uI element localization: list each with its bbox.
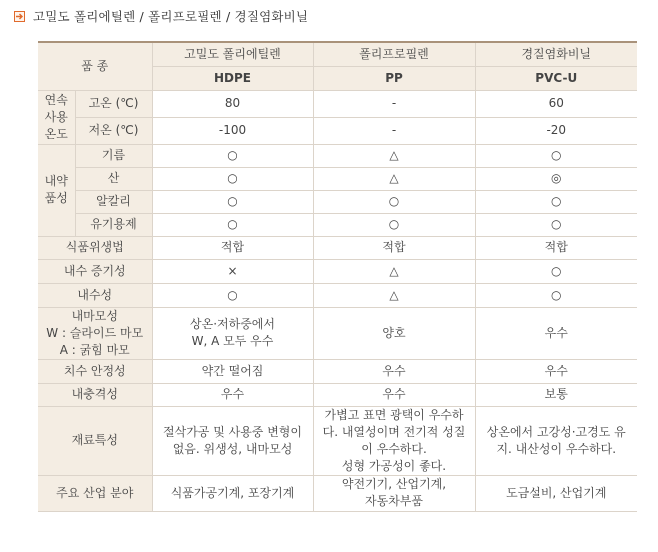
- chem-value-hdpe: ○: [152, 144, 313, 167]
- chem-value-pvc-u: ○: [475, 190, 637, 213]
- industries-row: [38, 475, 637, 511]
- chem-label: 기름: [75, 144, 152, 167]
- material-properties-row: [38, 406, 637, 475]
- water-resistance-value-pp: △: [313, 283, 475, 307]
- temp-high-hdpe: 80: [152, 90, 313, 117]
- chem-value-pp: △: [313, 144, 475, 167]
- chem-value-hdpe: ○: [152, 213, 313, 236]
- water-resistance-value-pvc-u: ○: [475, 283, 637, 307]
- chem-group-label: 내약 품성: [38, 144, 75, 236]
- material-properties-value-pvc-u: 상온에서 고강성·고경도 유 지. 내산성이 우수하다.: [475, 406, 637, 475]
- chem-value-pp: ○: [313, 213, 475, 236]
- abrasion-row: [38, 307, 637, 359]
- abrasion-label: 내마모성 W : 슬라이드 마모 A : 굵힘 마모: [38, 307, 152, 359]
- material-code-pp: PP: [313, 66, 475, 90]
- temp-group-label: 연속 사용 온도: [38, 90, 75, 144]
- water-resistance-value-hdpe: ○: [152, 283, 313, 307]
- industries-value-pp: 약전기기, 산업기계, 자동차부품: [313, 475, 475, 511]
- food-hygiene-value-pvc-u: 적합: [475, 236, 637, 259]
- temp-low-hdpe: -100: [152, 117, 313, 144]
- chem-value-pvc-u: ○: [475, 144, 637, 167]
- impact-resistance-row: [38, 383, 637, 406]
- impact-resistance-label: 내충격성: [38, 383, 152, 406]
- header-row-names: [38, 42, 637, 66]
- abrasion-value-pp: 양호: [313, 307, 475, 359]
- temp-low-row: [38, 117, 637, 144]
- temp-high-pvc-u: 60: [475, 90, 637, 117]
- impact-resistance-value-pp: 우수: [313, 383, 475, 406]
- impact-resistance-value-hdpe: 우수: [152, 383, 313, 406]
- material-name-pp: 폴리프로필렌: [313, 42, 475, 66]
- chem-label: 유기용제: [75, 213, 152, 236]
- dimensional-stability-value-pvc-u: 우수: [475, 359, 637, 383]
- chem-value-pvc-u: ◎: [475, 167, 637, 190]
- chem-row: [38, 190, 637, 213]
- material-code-pvc-u: PVC-U: [475, 66, 637, 90]
- arrow-right-icon: [14, 11, 25, 22]
- chem-row: [38, 213, 637, 236]
- steam-resistance-row: [38, 259, 637, 283]
- food-hygiene-label: 식품위생법: [38, 236, 152, 259]
- dimensional-stability-row: [38, 359, 637, 383]
- chem-label: 알칼리: [75, 190, 152, 213]
- chem-row: [38, 167, 637, 190]
- steam-resistance-label: 내수 증기성: [38, 259, 152, 283]
- temp-high-label: 고온 (℃): [75, 90, 152, 117]
- temp-low-pvc-u: -20: [475, 117, 637, 144]
- water-resistance-label: 내수성: [38, 283, 152, 307]
- material-code-hdpe: HDPE: [152, 66, 313, 90]
- temp-low-pp: -: [313, 117, 475, 144]
- temp-high-pp: -: [313, 90, 475, 117]
- industries-value-hdpe: 식품가공기계, 포장기계: [152, 475, 313, 511]
- chem-label: 산: [75, 167, 152, 190]
- steam-resistance-value-hdpe: ×: [152, 259, 313, 283]
- material-properties-value-hdpe: 절삭가공 및 사용중 변형이 없음. 위생성, 내마모성: [152, 406, 313, 475]
- temp-high-row: [38, 90, 637, 117]
- water-resistance-row: [38, 283, 637, 307]
- chem-value-pvc-u: ○: [475, 213, 637, 236]
- abrasion-value-hdpe: 상온·저하중에서 W, A 모두 우수: [152, 307, 313, 359]
- abrasion-value-pvc-u: 우수: [475, 307, 637, 359]
- spec-table: [38, 41, 637, 512]
- food-hygiene-value-hdpe: 적합: [152, 236, 313, 259]
- impact-resistance-value-pvc-u: 보통: [475, 383, 637, 406]
- chem-value-hdpe: ○: [152, 167, 313, 190]
- dimensional-stability-label: 치수 안정성: [38, 359, 152, 383]
- steam-resistance-value-pp: △: [313, 259, 475, 283]
- dimensional-stability-value-hdpe: 약간 떨어짐: [152, 359, 313, 383]
- corner-label: 품 종: [38, 42, 152, 90]
- food-hygiene-value-pp: 적합: [313, 236, 475, 259]
- industries-value-pvc-u: 도금설비, 산업기계: [475, 475, 637, 511]
- industries-label: 주요 산업 분야: [38, 475, 152, 511]
- material-properties-label: 재료특성: [38, 406, 152, 475]
- heading-text: 고밀도 폴리에틸렌 / 폴리프로필렌 / 경질염화비닐: [33, 9, 309, 24]
- material-name-pvc-u: 경질염화비닐: [475, 42, 637, 66]
- chem-value-pp: ○: [313, 190, 475, 213]
- dimensional-stability-value-pp: 우수: [313, 359, 475, 383]
- material-name-hdpe: 고밀도 폴리에틸렌: [152, 42, 313, 66]
- steam-resistance-value-pvc-u: ○: [475, 259, 637, 283]
- chem-row: [38, 144, 637, 167]
- chem-value-hdpe: ○: [152, 190, 313, 213]
- food-hygiene-row: [38, 236, 637, 259]
- chem-value-pp: △: [313, 167, 475, 190]
- page-heading: [14, 6, 308, 26]
- material-properties-value-pp: 가볍고 표면 광택이 우수하 다. 내열성이며 전기적 성질 이 우수하다. 성형 가공성이 좋다.: [313, 406, 475, 475]
- temp-low-label: 저온 (℃): [75, 117, 152, 144]
